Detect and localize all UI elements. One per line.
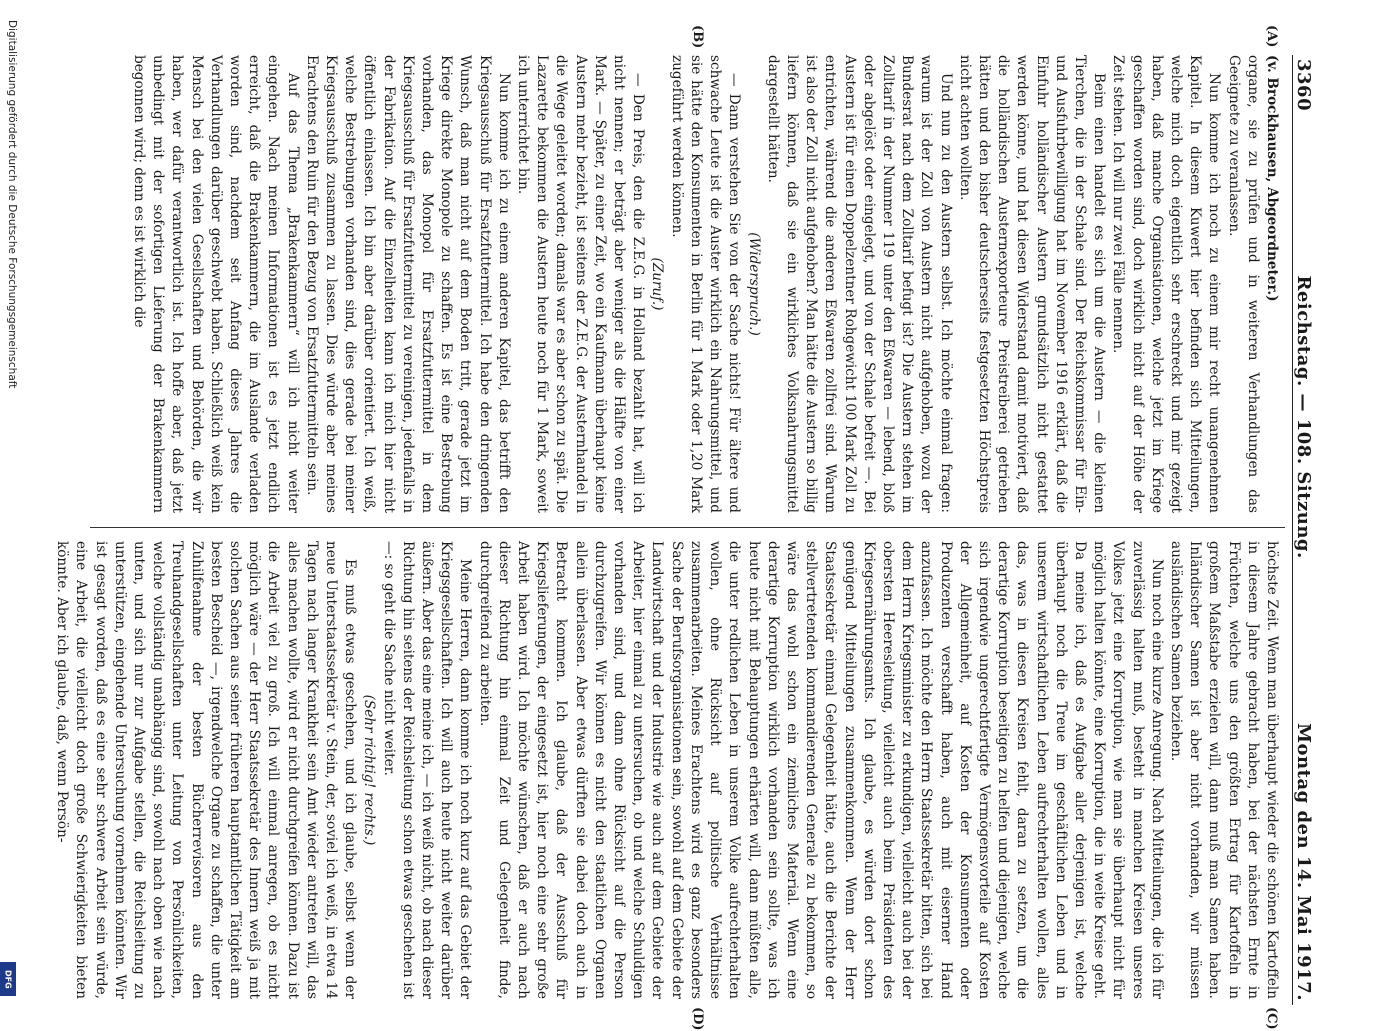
paragraph: Und nun zu den Austern selbst. Ich möchte einmal fragen: warum ist der Zoll von Austern nicht aufgehoben, wozu der Bundesrat nach dem Zolltarif befugt ist? Die Austern stehen im Zolltarif in der Nummer 119 unter den Eßwaren — lebend, bloß oder abgelöst oder eingelegt, und von der Schale befreit —. Bei Austern ist für einen Doppelzentner Rohgewicht 100 Mark Zoll zu entrichten, während die anderen Eßwaren zollfrei sind. Warum ist also der Zoll nicht aufgehoben? Man hätte die Austern so billig liefern können, daß sie ein wirkliches Volksnahrungsmittel dargestellt hätten. [764, 55, 954, 513]
paragraph: Beim einen handelt es sich um die Austern — die kleinen Tierchen, die in der Schale sind. Der Reichskommissar für Ein- und Ausfuhrbewilligung hat im November 1916 erklärt, daß die Einfuhr holländischer Austern grundsätzlich nicht gestattet werden könne, und hat diesen Widerstand damit motiviert, daß die holländischen Austernexporteure Preistreiberei getrieben hätten und den bisher deutscherseits festgesetzten Höchstpreis nicht achten wollten. [956, 55, 1108, 513]
margin-marker-d: (D) [690, 1007, 705, 1031]
left-column [91, 55, 1281, 513]
column-divider [90, 527, 1285, 528]
speaker-name: (v. Brockhausen, Abgeordneter.) [1264, 55, 1280, 302]
paragraph: Es muß etwas geschehen, und ich glaube, selbst wenn der neue Unterstaatssekretär v. Stein, der, soviel ich weiß, in etwa 14 Tagen nach langer Krankheit sein Amt wieder antreten will, das alles machen wollte, wird er nicht durchgreifen können. Dazu ist die Arbeit viel zu groß. Ich will einmal anregen, ob es nicht möglich wäre — der Herr Staatssekretär des Innern weiß ja mit solchen Sachen aus seiner früheren hauptamtlichen Tätigkeit am besten Bescheid —, irgendwelche Organe zu schaffen, die unter Zuhilfenahme der besten Bücherrevisoren aus den Treuhandgesellschaften unter Leitung von Persönlichkeiten, welche vollständig unabhängig sind, sowohl nach oben wie nach unten, und sich nur zur Aufgabe stellen, die Reichsleitung zu unterstützen, eingehende Untersuchung vornehmen könnten. Wir ist gesagt worden, daß es eine sehr schwere Arbeit sein würde, eine Arbeit, die vielleicht doch große Schwierigkeiten bieten könnte. Aber ich glaube, daß, wenn Persön- [54, 541, 359, 999]
session-date: Montag den 14. Mai 1917. [1293, 723, 1314, 1001]
interjection: (Sehr richtig! rechts.) [361, 694, 378, 846]
paragraph: organe, sie zu prüfen und in weiteren Verhandlungen das Geeignete zu veranlassen. [1225, 55, 1261, 513]
interjection: (Zuruf.) [649, 257, 666, 311]
margin-marker-a: (A) [1264, 25, 1279, 48]
page-header [1292, 55, 1325, 1005]
paragraph: — Dann verstehen Sie von der Sache nichts! Für ältere und schwache Leute ist die Auster wirklich ein Nahrungsmittel, und sie hätte den Konsumenten in Berlin für 1 Mark oder 1,20 Mark zugeführt werden können. [668, 55, 743, 513]
paragraph: Auf das Thema „Brakenkammern“ will ich nicht weiter eingehen. Nach meinen Informationen ist es jetzt endlich erreicht, daß die Brakenkammern, die im Auslande verladen worden sind, nachdem seit Anfang dieses Jahres die Verhandlungen darüber geschwebt haben. Schließlich weiß kein Mensch bei den vielen Gesellschaften und Behörden, die wir haben, wer dafür verantwortlich ist. Ich hoffe aber, daß jetzt unbedingt mit der sofortigen Lieferung der Brakenkammern begonnen wird; denn es ist wirklich die [131, 55, 301, 513]
page-number: 3360 [1293, 59, 1314, 112]
interjection: (Widerspruch.) [745, 232, 762, 336]
paragraph: Meine Herren, dann komme ich noch kurz auf das Gebiet der Kriegsgesellschaften. Ich will auch heute nicht weiter darüber äußern. Aber das eine meine ich, — ich weiß nicht, ob nach dieser Richtung hin seitens der Reichsleitung schon etwas geschehen ist —: so geht die Sache nicht weiter. [380, 541, 474, 999]
page-title: Reichstag. — 108. Sitzung. [1293, 275, 1314, 559]
paragraph: höchste Zeit. Wenn man überhaupt wieder die schönen Kartoffeln in diesem Jahre gebracht haben, bei der nächsten Ernte in Früchten, welche uns den größten Ertrag für Kartoffeln in großem Maßstabe erzielen will, dann muß man Samen haben. Inländischer Samen ist aber nicht vorhanden, wir müssen ausländischen Samen beziehen. [1167, 541, 1280, 999]
dfg-logo-icon: DFG [0, 962, 16, 996]
paragraph: Nun komme ich zu einem anderen Kapitel, das betrifft den Kriegsausschuß für Ersatzfuttermittel. Ich habe den dringenden Wunsch, daß man nicht auf dem Boden tritt, gerade jetzt im Kriege direkte Monopole zu schaffen. Es ist eine Bestrebung vorhanden, das Monopol für Ersatzfuttermittel in dem Kriegsausschuß für Ersatzfuttermittel zu vereinigen, jedenfalls in der Fabrikation. Auf die Einzelheiten kann ich mich hier nicht öffentlich einlassen. Ich bin aber darüber orientiert. Ich weiß, welche Bestrebungen vorhanden sind, dies gerade bei meiner Kriegsausschuß zusammen zu lassen. Dies würde aber meines Erachtens den Ruin für den Bezug von Ersatzfuttermitteln sein. [303, 55, 512, 513]
paragraph: Nun komme ich noch zu einem mir recht unangenehmen Kapitel. In diesem Kuwert hier befinden sich Mitteilungen, welche mich doch eigentlich sehr erschreckt und mir gezeigt haben, daß manche Organisationen, welche jetzt im Kriege geschaffen worden sind, doch wirklich nicht auf der Höhe der Zeit stehen. Ich will nur zwei Fälle nennen. [1110, 55, 1223, 513]
paragraph: Nun noch eine kurze Anregung. Nach Mitteilungen, die ich für zuverlässig halten muß, besteht in manchen Kreisen unseres Volkes jetzt eine Korruption, wie man sie überhaupt nicht für möglich halten könnte, eine Korruption, die in weite Kreise geht. Da meine ich, daß es Aufgabe aller derjenigen ist, welche überhaupt noch die Treue im geschäftlichen Leben und in unserem wirtschaftlichen Leben aufrechterhalten wollen, alles das, was in diesen Kreisen fehlt, daran zu setzen, um die derartige Korruption beseitigen zu helfen und diejenigen, welche sich irgendwie ungerechtfertigte Vermögensvorteile auf Kosten der Allgemeinheit, auf Kosten der Konsumenten oder Produzenten verschafft haben, auch mit eiserner Hand anzufassen. Ich möchte den Herrn Staatssekretär bitten, sich bei dem Herrn Kriegsminister zu erkundigen, vielleicht auch bei der obersten Heeresleitung, vielleicht auch beim Präsidenten des Kriegsernährungsamts. Ich glaube, es würden dort schon genügend Mitteilungen zusammenkommen. Wenn der Herr Staatssekretär einmal Gelegenheit hätte, auch die Berichte der stellvertretenden kommandierenden Generale zu bekommen, so wäre das wohl schon ein ziemliches Material. Wenn eine derartige Korruption wirklich vorhanden sein sollte, was ich heute nicht mit Behauptungen erhärten will, dann müßten alle, die unter redlichen Leben in unserem Volke aufrechterhalten wollen, ohne Rücksicht auf politische Verhältnisse zusammenarbeiten. Meines Erachtens wird es ganz besonders Sache der Berufsorganisationen sein, sowohl auf dem Gebiete der Landwirtschaft und der Industrie wie auch auf dem Gebiete der Arbeiter, hier einmal zu untersuchen, ob und welche Schuldigen vorhanden sind, und dann ohne Rücksicht auf die Person durchzugreifen. Wir können es nicht den staatlichen Organen allein überlassen. Aber etwas dürften sie dabei doch auch in Betracht kommen. Ich glaube, daß der Ausschuß für Kriegslieferungen, der eingesetzt ist, hier noch eine sehr große Arbeit haben wird. Ich möchte wünschen, daß er auch nach dieser Richtung hin einmal Zeit und Gelegenheit finde, durchgreifend zu arbeiten. [476, 541, 1165, 999]
paragraph: — Den Preis, den die Z.E.G. in Holland bezahlt hat, will ich nicht nennen; er beträgt aber weniger als die Hälfte von einer Mark. — Später, zu einer Zeit, wo ein Kaufmann überhaupt keine Austern mehr bezieht, ist seitens der Z.E.G. der Austernhandel in die Wege geleitet worden; damals war es aber schon zu spät. Die Lazarette bekommen die Austern heute noch für 1 Mark, soweit ich unterrichtet bin. [515, 55, 647, 513]
document-page [54, 25, 1325, 1031]
right-column [54, 541, 1281, 999]
margin-marker-c: (C) [1264, 1007, 1279, 1030]
margin-marker-b: (B) [690, 25, 705, 49]
digitization-credit: Digitalisierung gefördert durch die Deutsche Forschungsgemeinschaft [6, 20, 18, 389]
